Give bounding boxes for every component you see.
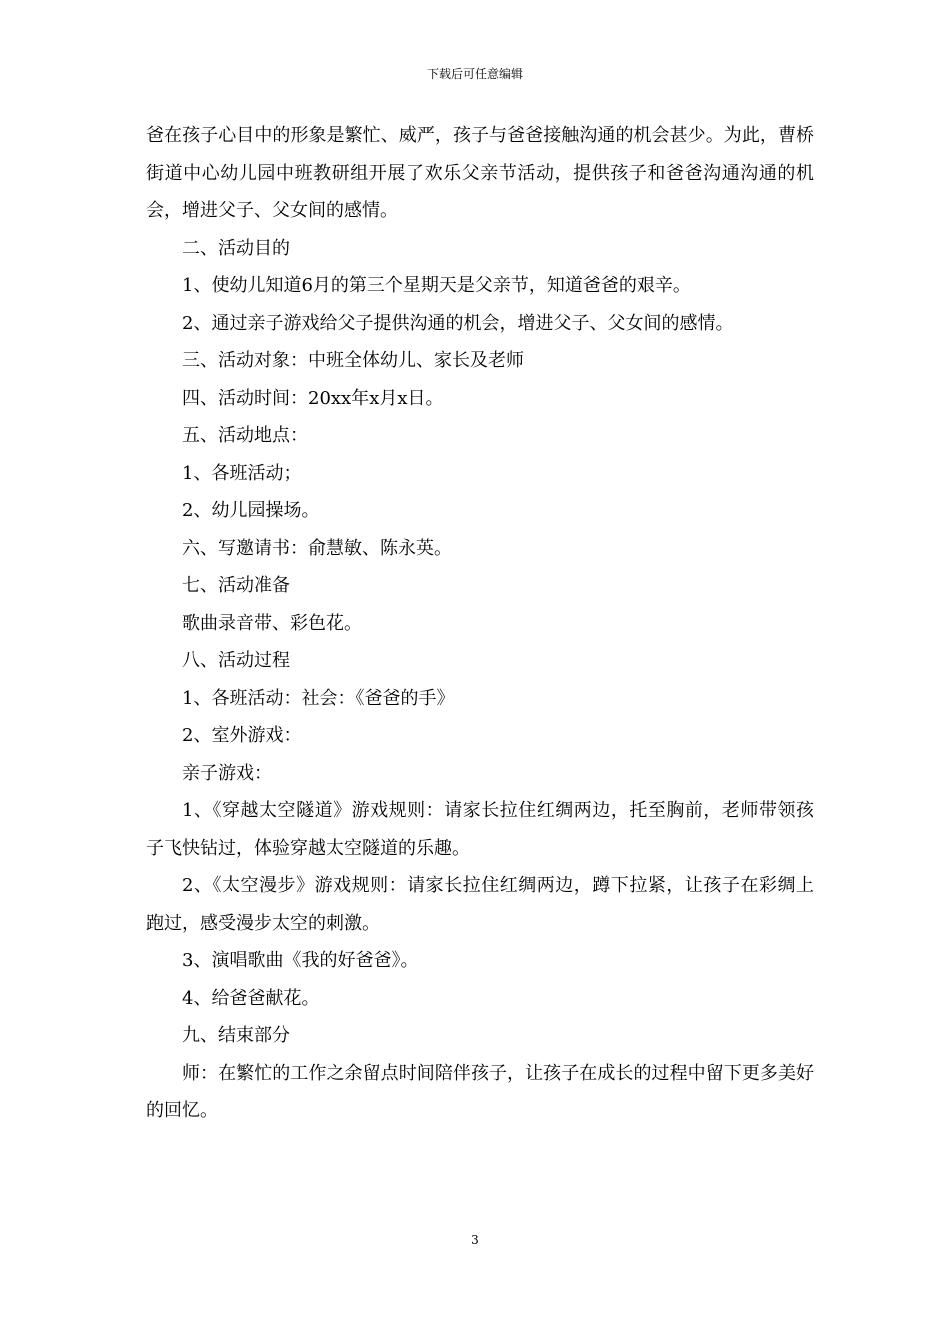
parent-child-games-label: 亲子游戏： [182, 762, 272, 784]
process-item-1: 1、各班活动：社会：《爸爸的手》 [182, 687, 455, 709]
game-item-3: 3、演唱歌曲《我的好爸爸》。 [182, 950, 419, 971]
heading-activity-time: 四、活动时间：20xx年x月x日。 [182, 387, 444, 409]
location-item-1: 1、各班活动； [182, 462, 302, 484]
page-header: 下载后可任意编辑 [426, 67, 523, 81]
heading-activity-location: 五、活动地点： [182, 425, 308, 446]
heading-activity-goals: 二、活动目的 [182, 237, 290, 259]
heading-conclusion: 九、结束部分 [182, 1025, 290, 1046]
document-body [146, 117, 814, 1130]
preparation-item: 歌曲录音带、彩色花。 [182, 612, 362, 634]
process-item-2: 2、室外游戏： [182, 725, 302, 746]
heading-preparation: 七、活动准备 [182, 575, 290, 596]
heading-process: 八、活动过程 [182, 650, 290, 671]
game-item-4: 4、给爸爸献花。 [182, 987, 320, 1009]
conclusion-text: 师：在繁忙的工作之余留点时间陪伴孩子，让孩子在成长的过程中留下更多美好的回忆。 [146, 1062, 814, 1121]
page-number: 3 [471, 1233, 479, 1247]
location-item-2: 2、幼儿园操场。 [182, 500, 320, 521]
heading-invitation: 六、写邀请书：俞慧敏、陈永英。 [182, 537, 452, 559]
heading-activity-target: 三、活动对象：中班全体幼儿、家长及老师 [182, 350, 524, 371]
paragraph-intro: 爸在孩子心目中的形象是繁忙、威严，孩子与爸爸接触沟通的机会甚少。为此，曹桥街道中心幼儿园中班教研组开展了欢乐父亲节活动，提供孩子和爸爸沟通沟通的机会，增进父子、父女间的感情。 [146, 125, 814, 221]
goal-item-2: 2、通过亲子游戏给父子提供沟通的机会，增进父子、父女间的感情。 [182, 312, 734, 334]
game-item-1: 1、《穿越太空隧道》游戏规则：请家长拉住红绸两边，托至胸前，老师带领孩子飞快钻过，体验穿越太空隧道的乐趣。 [146, 800, 814, 859]
game-item-2: 2、《太空漫步》游戏规则：请家长拉住红绸两边，蹲下拉紧，让孩子在彩绸上跑过，感受漫步太空的刺激。 [146, 875, 814, 934]
goal-item-1: 1、使幼儿知道6月的第三个星期天是父亲节，知道爸爸的艰辛。 [182, 275, 691, 296]
